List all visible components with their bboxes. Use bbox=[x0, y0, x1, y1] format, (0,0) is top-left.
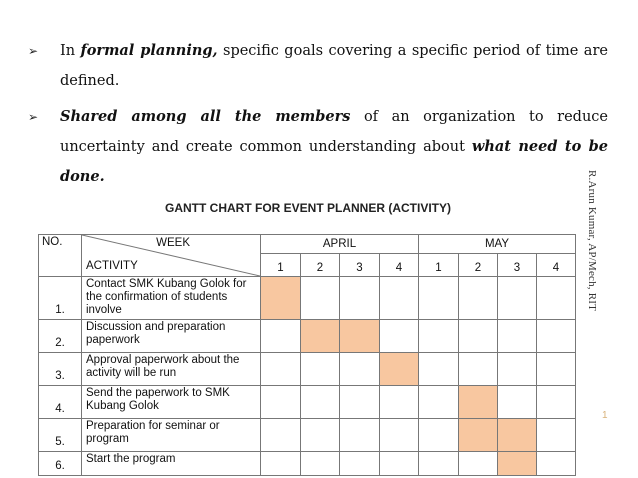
gantt-empty-cell bbox=[261, 386, 301, 419]
table-row bbox=[39, 386, 576, 419]
author-side-label: R.Arun Kumar, AP/Mech, RIT bbox=[586, 170, 598, 312]
gantt-empty-cell bbox=[380, 320, 419, 353]
week-label: WEEK bbox=[156, 237, 190, 249]
gantt-empty-cell bbox=[498, 320, 537, 353]
gantt-empty-cell bbox=[419, 277, 459, 320]
gantt-empty-cell bbox=[301, 419, 340, 452]
gantt-bar-cell bbox=[498, 419, 537, 452]
activity-cell: Send the paperwork to SMK Kubang Golok bbox=[82, 386, 261, 419]
bullet-emphasis: Shared among all the members bbox=[60, 108, 351, 125]
row-number: 2. bbox=[39, 320, 82, 353]
gantt-empty-cell bbox=[498, 277, 537, 320]
gantt-empty-cell bbox=[459, 277, 498, 320]
gantt-empty-cell bbox=[537, 320, 576, 353]
gantt-bar-cell bbox=[380, 353, 419, 386]
gantt-empty-cell bbox=[301, 452, 340, 476]
gantt-empty-cell bbox=[380, 419, 419, 452]
week-number: 3 bbox=[498, 254, 537, 277]
gantt-empty-cell bbox=[261, 353, 301, 386]
gantt-empty-cell bbox=[419, 452, 459, 476]
gantt-empty-cell bbox=[537, 452, 576, 476]
bullet-text: specific goals covering a specific period of time are defined. bbox=[60, 43, 608, 89]
week-number: 2 bbox=[459, 254, 498, 277]
week-number: 1 bbox=[261, 254, 301, 277]
gantt-empty-cell bbox=[498, 353, 537, 386]
gantt-bar-cell bbox=[340, 320, 380, 353]
gantt-empty-cell bbox=[419, 320, 459, 353]
week-number: 4 bbox=[380, 254, 419, 277]
gantt-empty-cell bbox=[340, 386, 380, 419]
gantt-empty-cell bbox=[459, 353, 498, 386]
row-number: 1. bbox=[39, 277, 82, 320]
row-number: 4. bbox=[39, 386, 82, 419]
table-row bbox=[39, 419, 576, 452]
gantt-empty-cell bbox=[340, 277, 380, 320]
activity-cell: Start the program bbox=[82, 452, 261, 476]
week-activity-header bbox=[82, 235, 261, 277]
gantt-empty-cell bbox=[537, 353, 576, 386]
activity-label: ACTIVITY bbox=[86, 260, 138, 272]
activity-cell: Contact SMK Kubang Golok for the confirmation of students involve bbox=[82, 277, 261, 320]
row-number: 3. bbox=[39, 353, 82, 386]
gantt-empty-cell bbox=[340, 353, 380, 386]
gantt-empty-cell bbox=[537, 277, 576, 320]
gantt-bar-cell bbox=[459, 386, 498, 419]
bullet-list bbox=[28, 36, 608, 192]
bullet-shared-goals bbox=[28, 102, 608, 192]
row-number: 6. bbox=[39, 452, 82, 476]
week-number: 1 bbox=[419, 254, 459, 277]
gantt-empty-cell bbox=[261, 320, 301, 353]
activity-cell: Preparation for seminar or program bbox=[82, 419, 261, 452]
gantt-bar-cell bbox=[301, 320, 340, 353]
bullet-text: of an organization to reduce uncertainty and create common understanding about bbox=[60, 109, 608, 155]
gantt-empty-cell bbox=[498, 386, 537, 419]
gantt-empty-cell bbox=[537, 419, 576, 452]
gantt-empty-cell bbox=[380, 386, 419, 419]
activity-cell: Approval paperwork about the activity will be run bbox=[82, 353, 261, 386]
gantt-empty-cell bbox=[459, 320, 498, 353]
gantt-empty-cell bbox=[419, 353, 459, 386]
activity-cell: Discussion and preparation paperwork bbox=[82, 320, 261, 353]
gantt-empty-cell bbox=[537, 386, 576, 419]
gantt-empty-cell bbox=[340, 452, 380, 476]
page-number: 1 bbox=[602, 410, 608, 421]
gantt-empty-cell bbox=[419, 419, 459, 452]
gantt-empty-cell bbox=[301, 353, 340, 386]
gantt-bar-cell bbox=[498, 452, 537, 476]
bullet-formal-planning bbox=[28, 36, 608, 96]
table-row bbox=[39, 320, 576, 353]
gantt-empty-cell bbox=[459, 452, 498, 476]
arrow-bullet-icon: ➢ bbox=[28, 44, 39, 58]
week-number: 2 bbox=[301, 254, 340, 277]
gantt-title: GANTT CHART FOR EVENT PLANNER (ACTIVITY) bbox=[165, 201, 451, 215]
table-row bbox=[39, 452, 576, 476]
week-number: 4 bbox=[537, 254, 576, 277]
arrow-bullet-icon: ➢ bbox=[28, 110, 39, 124]
gantt-empty-cell bbox=[419, 386, 459, 419]
gantt-header-row bbox=[39, 235, 576, 254]
col-no-header: NO. bbox=[39, 235, 82, 277]
gantt-table bbox=[38, 234, 576, 476]
bullet-emphasis: what need to be done. bbox=[60, 138, 608, 185]
gantt-empty-cell bbox=[261, 419, 301, 452]
gantt-body bbox=[39, 277, 576, 476]
gantt-bar-cell bbox=[261, 277, 301, 320]
gantt-empty-cell bbox=[261, 452, 301, 476]
month-april: APRIL bbox=[261, 235, 419, 254]
gantt-empty-cell bbox=[380, 452, 419, 476]
bullet-emphasis: formal planning, bbox=[80, 42, 218, 59]
gantt-bar-cell bbox=[459, 419, 498, 452]
gantt-empty-cell bbox=[380, 277, 419, 320]
table-row bbox=[39, 353, 576, 386]
gantt-empty-cell bbox=[340, 419, 380, 452]
month-may: MAY bbox=[419, 235, 576, 254]
row-number: 5. bbox=[39, 419, 82, 452]
gantt-empty-cell bbox=[301, 386, 340, 419]
week-number: 3 bbox=[340, 254, 380, 277]
table-row bbox=[39, 277, 576, 320]
bullet-text: In bbox=[60, 43, 81, 59]
gantt-empty-cell bbox=[301, 277, 340, 320]
